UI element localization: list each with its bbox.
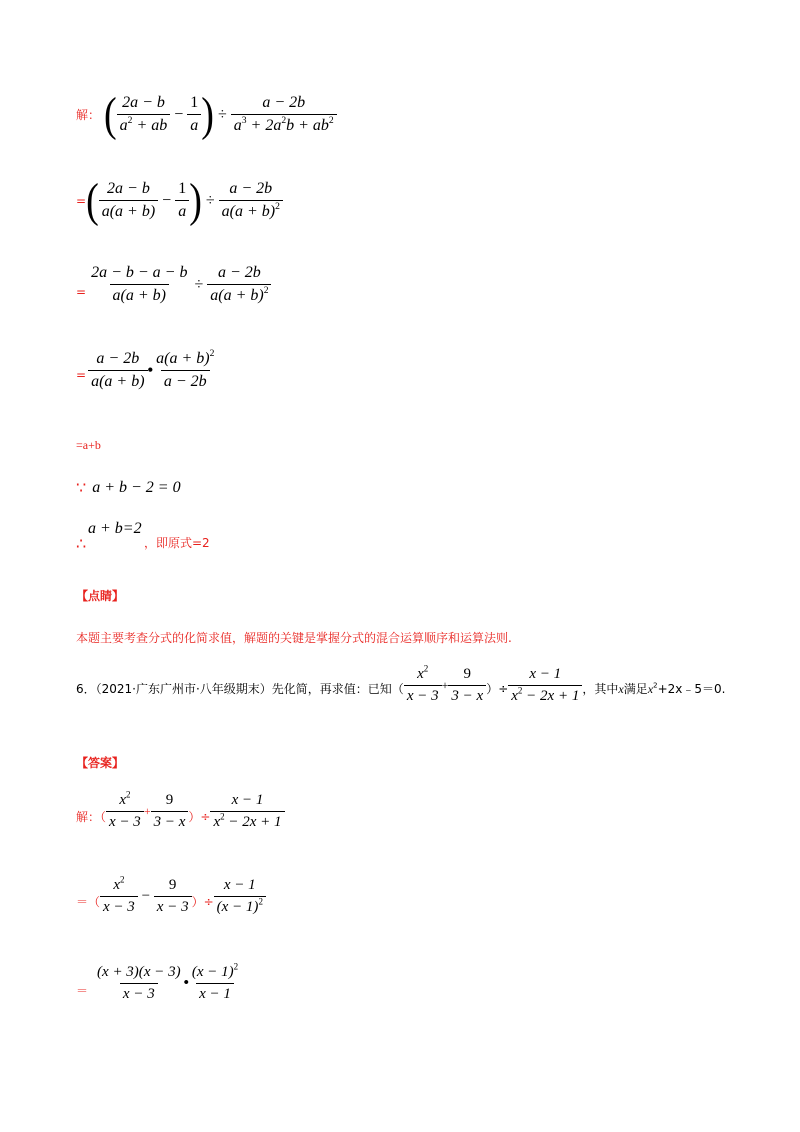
therefore-equation: a + b=2 — [88, 520, 142, 537]
because-symbol: ∵ — [76, 478, 87, 497]
condition-text-2: 满足 — [623, 682, 648, 696]
answer-equals-2: ＝（ — [76, 895, 101, 909]
formula-step-4: $\frac{a - 2b}{a(a + b)}$ • $\frac{a(a + b)^2}{a - 2b}$ — [88, 350, 217, 391]
answer-step-1 — [76, 789, 285, 831]
question-condition: ，其中x满足$x^2+2x﹣5=0$. — [582, 680, 726, 696]
equals-label: = — [76, 193, 87, 208]
answer-formula-1: $\frac{x^2}{x - 3}$ + $\frac{9}{3 - x}$ — [106, 792, 188, 831]
condition-text-3: +2x﹣5＝0. — [657, 682, 726, 696]
condition-var-1: x — [618, 682, 624, 696]
therefore-symbol: ∴ — [76, 534, 87, 553]
answer-formula-2: $\frac{x^2}{x - 3}$ − $\frac{9}{x - 3}$ — [100, 877, 192, 916]
answer-label: 解：（ — [76, 810, 107, 824]
question-divisor: $\frac{x - 1}{x^2 - 2x + 1}$ — [508, 666, 582, 705]
formula-step-3: $\frac{2a - b - a - b}{a(a + b)}$ ÷ $\frac{a - 2b}{a(a + b)^2}$ — [88, 264, 271, 305]
question-expression: $\frac{x^2}{x - 3}$ + $\frac{9}{3 - x}$ — [404, 666, 486, 705]
condition-text-1: ，其中 — [582, 682, 619, 696]
equals-label: = — [76, 367, 87, 382]
formula-step-1: ( $\frac{2a - b}{a^2 + ab}$ − $\frac{1}{a}$ ) ÷ $\frac{a - 2b}{a^3 + 2a^2b + ab^2}$ — [104, 94, 337, 135]
step-1 — [76, 88, 337, 141]
equals-label: = — [76, 284, 87, 299]
therefore-line — [76, 520, 376, 552]
question-divide: ）÷ — [486, 682, 509, 696]
question-prefix: 6．（2021·广东广州市·八年级期末）先化简，再求值：已知（ — [76, 682, 404, 696]
formula-step-2: ( $\frac{2a - b}{a(a + b)}$ − $\frac{1}{a}$ ) ÷ $\frac{a - 2b}{a(a + b)^2}$ — [86, 180, 283, 221]
result-line: =a+b — [76, 438, 101, 452]
question-6 — [76, 663, 726, 705]
step-2 — [76, 174, 283, 227]
solution-label: 解： — [76, 108, 101, 122]
answer-header: 【答案】 — [76, 756, 125, 770]
answer-step-2 — [76, 874, 266, 916]
because-line — [76, 478, 181, 497]
answer-step-3 — [76, 961, 241, 1003]
condition-var-2: x — [647, 682, 654, 696]
answer-formula-3: $\frac{(x + 3)(x - 3)}{x - 3}$ • $\frac{(x - 1)^2}{x - 1}$ — [97, 961, 239, 1002]
step-3 — [76, 264, 271, 305]
because-equation: a + b − 2 = 0 — [92, 478, 181, 496]
therefore-conclusion: ，即原式=2 — [144, 536, 210, 550]
comment-header: 【点睛】 — [76, 589, 125, 603]
answer-equals-3: ＝ — [76, 984, 89, 998]
answer-divisor-2: $\frac{x - 1}{(x - 1)^2}$ — [214, 877, 266, 916]
answer-divide: ）÷ — [188, 810, 211, 824]
comment-text: 本题主要考查分式的化简求值，解题的关键是掌握分式的混合运算顺序和运算法则. — [76, 631, 512, 645]
answer-divide-2: ）÷ — [191, 895, 214, 909]
answer-divisor-1: $\frac{x - 1}{x^2 - 2x + 1}$ — [210, 792, 284, 831]
step-4 — [76, 347, 217, 391]
